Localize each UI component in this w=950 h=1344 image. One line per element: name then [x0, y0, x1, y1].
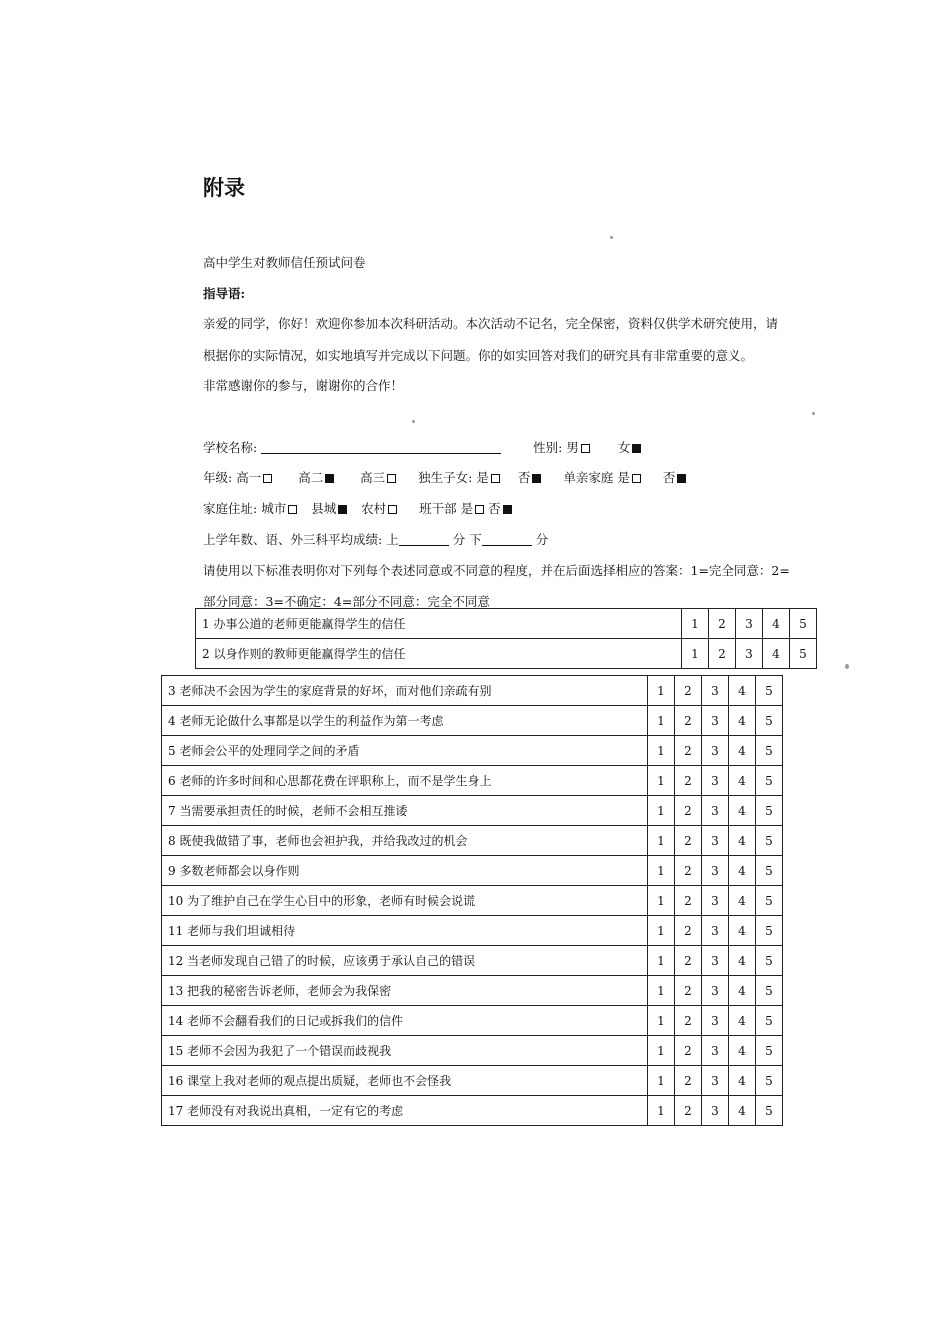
- rating-option-2[interactable]: 2: [675, 886, 702, 916]
- single-parent-label: 单亲家庭: [563, 470, 614, 485]
- rating-option-4[interactable]: 4: [729, 676, 756, 706]
- table-row: [162, 766, 783, 796]
- rating-option-4[interactable]: 4: [729, 1006, 756, 1036]
- rating-option-1[interactable]: 1: [648, 676, 675, 706]
- item-statement: 3 老师决不会因为学生的家庭背景的好坏，而对他们亲疏有别: [162, 676, 648, 706]
- rating-option-2[interactable]: 2: [675, 706, 702, 736]
- table-row: [162, 1096, 783, 1126]
- rating-option-3[interactable]: 3: [736, 639, 763, 669]
- rating-option-3[interactable]: 3: [702, 736, 729, 766]
- rating-option-1[interactable]: 1: [648, 976, 675, 1006]
- cadre-label: 班干部: [419, 501, 457, 516]
- rating-option-3[interactable]: 3: [702, 946, 729, 976]
- rating-option-5[interactable]: 5: [756, 1066, 783, 1096]
- intro-line-1: 亲爱的同学，你好！欢迎你参加本次科研活动。本次活动不记名，完全保密，资料仅供学术研究使用，请: [203, 316, 779, 331]
- rating-option-2[interactable]: 2: [675, 676, 702, 706]
- only-child-yes-checkbox[interactable]: [491, 474, 500, 483]
- rating-option-5[interactable]: 5: [756, 826, 783, 856]
- address-label: 家庭住址:: [203, 501, 258, 516]
- rating-option-5[interactable]: 5: [756, 886, 783, 916]
- cadre-no-checkbox[interactable]: [503, 505, 512, 514]
- item-statement: 8 既使我做错了事，老师也会袒护我，并给我改过的机会: [162, 826, 648, 856]
- item-statement: 4 老师无论做什么事都是以学生的利益作为第一考虑: [162, 706, 648, 736]
- rating-option-1[interactable]: 1: [648, 1096, 675, 1126]
- grade-label: 年级:: [203, 470, 233, 485]
- table-row: [162, 1066, 783, 1096]
- rating-option-1[interactable]: 1: [648, 826, 675, 856]
- rating-option-3[interactable]: 3: [702, 856, 729, 886]
- item-statement: 15 老师不会因为我犯了一个错误而歧视我: [162, 1036, 648, 1066]
- table-row: [162, 826, 783, 856]
- school-gender-row: [203, 438, 641, 456]
- rating-option-2[interactable]: 2: [675, 736, 702, 766]
- item-statement: 9 多数老师都会以身作则: [162, 856, 648, 886]
- upper-label: 上: [386, 532, 399, 547]
- lower-score-field[interactable]: [482, 545, 532, 546]
- rating-option-5[interactable]: 5: [756, 1006, 783, 1036]
- items-table-main: [161, 675, 783, 1126]
- village-label: 农村: [361, 501, 387, 516]
- female-label: 女: [617, 440, 631, 455]
- rating-option-4[interactable]: 4: [729, 886, 756, 916]
- rating-option-1[interactable]: 1: [682, 609, 709, 639]
- rating-option-5[interactable]: 5: [756, 946, 783, 976]
- city-label: 城市: [261, 501, 287, 516]
- rating-option-4[interactable]: 4: [763, 609, 790, 639]
- grade2-label: 高二: [298, 470, 324, 485]
- cadre-yes-checkbox[interactable]: [475, 505, 484, 514]
- rating-option-5[interactable]: 5: [756, 976, 783, 1006]
- only-child-no-label: 否: [517, 470, 531, 485]
- rating-option-2[interactable]: 2: [675, 1036, 702, 1066]
- rating-option-5[interactable]: 5: [756, 676, 783, 706]
- rating-option-4[interactable]: 4: [729, 1096, 756, 1126]
- rating-option-3[interactable]: 3: [736, 609, 763, 639]
- rating-option-4[interactable]: 4: [729, 766, 756, 796]
- rating-option-2[interactable]: 2: [709, 609, 736, 639]
- male-label: 男: [566, 440, 579, 455]
- rating-option-4[interactable]: 4: [729, 1036, 756, 1066]
- rating-option-3[interactable]: 3: [702, 976, 729, 1006]
- rating-option-3[interactable]: 3: [702, 676, 729, 706]
- rating-option-1[interactable]: 1: [648, 1006, 675, 1036]
- item-statement: 7 当需要承担责任的时候，老师不会相互推诿: [162, 796, 648, 826]
- rating-option-4[interactable]: 4: [729, 706, 756, 736]
- rating-option-3[interactable]: 3: [702, 916, 729, 946]
- item-statement: 5 老师会公平的处理同学之间的矛盾: [162, 736, 648, 766]
- rating-option-4[interactable]: 4: [729, 1066, 756, 1096]
- rating-option-4[interactable]: 4: [763, 639, 790, 669]
- school-label: 学校名称:: [203, 440, 258, 455]
- county-label: 县城: [311, 501, 337, 516]
- single-parent-no-checkbox[interactable]: [677, 474, 686, 483]
- item-statement: 11 老师与我们坦诚相待: [162, 916, 648, 946]
- rating-option-4[interactable]: 4: [729, 916, 756, 946]
- rating-option-1[interactable]: 1: [648, 706, 675, 736]
- instruction-line-1: 请使用以下标准表明你对下列每个表述同意或不同意的程度，并在后面选择相应的答案：1=完全同意：2=: [203, 563, 790, 578]
- rating-option-5[interactable]: 5: [790, 639, 817, 669]
- scan-speck: [610, 236, 613, 239]
- rating-option-1[interactable]: 1: [648, 1066, 675, 1096]
- rating-option-2[interactable]: 2: [675, 856, 702, 886]
- table-row: [162, 736, 783, 766]
- table-row: [162, 976, 783, 1006]
- male-checkbox[interactable]: [581, 444, 590, 453]
- rating-option-1[interactable]: 1: [648, 796, 675, 826]
- rating-option-2[interactable]: 2: [675, 916, 702, 946]
- rating-option-3[interactable]: 3: [702, 796, 729, 826]
- single-parent-yes-checkbox[interactable]: [632, 474, 641, 483]
- rating-option-5[interactable]: 5: [756, 796, 783, 826]
- village-checkbox[interactable]: [388, 505, 397, 514]
- rating-option-5[interactable]: 5: [756, 1096, 783, 1126]
- table-row: [162, 856, 783, 886]
- item-statement: 10 为了维护自己在学生心目中的形象，老师有时候会说谎: [162, 886, 648, 916]
- grade1-checkbox[interactable]: [263, 474, 272, 483]
- scan-speck: [412, 420, 415, 423]
- rating-option-1[interactable]: 1: [648, 946, 675, 976]
- only-child-no-checkbox[interactable]: [532, 474, 541, 483]
- instruction-line-2: 部分同意：3=不确定：4=部分不同意：完全不同意: [203, 594, 490, 609]
- rating-option-1[interactable]: 1: [648, 856, 675, 886]
- upper-fen-label: 分: [452, 532, 466, 547]
- table-row: [162, 886, 783, 916]
- rating-option-3[interactable]: 3: [702, 766, 729, 796]
- rating-option-3[interactable]: 3: [702, 826, 729, 856]
- rating-option-5[interactable]: 5: [756, 856, 783, 886]
- single-parent-no-label: 否: [662, 470, 676, 485]
- rating-option-2[interactable]: 2: [675, 796, 702, 826]
- grade3-label: 高三: [360, 470, 386, 485]
- rating-option-2[interactable]: 2: [675, 946, 702, 976]
- items-table-top: [195, 608, 817, 669]
- questionnaire-title: 高中学生对教师信任预试问卷: [203, 255, 366, 270]
- rating-option-4[interactable]: 4: [729, 796, 756, 826]
- rating-option-3[interactable]: 3: [702, 1036, 729, 1066]
- table-row: [196, 609, 817, 639]
- score-row: [203, 530, 548, 548]
- table-row: [196, 639, 817, 669]
- rating-option-3[interactable]: 3: [702, 886, 729, 916]
- grade2-checkbox[interactable]: [325, 474, 334, 483]
- only-child-yes-label: 是: [476, 470, 489, 485]
- rating-option-1[interactable]: 1: [682, 639, 709, 669]
- item-statement: 17 老师没有对我说出真相，一定有它的考虑: [162, 1096, 648, 1126]
- rating-option-5[interactable]: 5: [756, 916, 783, 946]
- rating-option-1[interactable]: 1: [648, 736, 675, 766]
- rating-option-3[interactable]: 3: [702, 1006, 729, 1036]
- rating-option-3[interactable]: 3: [702, 1066, 729, 1096]
- score-label: 上学年数、语、外三科平均成绩:: [203, 532, 383, 547]
- city-checkbox[interactable]: [288, 505, 297, 514]
- only-child-label: 独生子女:: [418, 470, 473, 485]
- rating-option-2[interactable]: 2: [675, 976, 702, 1006]
- rating-option-2[interactable]: 2: [675, 1066, 702, 1096]
- item-statement: 16 课堂上我对老师的观点提出质疑，老师也不会怪我: [162, 1066, 648, 1096]
- school-name-field[interactable]: [261, 453, 501, 454]
- county-checkbox[interactable]: [338, 505, 347, 514]
- rating-option-4[interactable]: 4: [729, 826, 756, 856]
- item-statement: 12 当老师发现自己错了的时候，应该勇于承认自己的错误: [162, 946, 648, 976]
- rating-option-5[interactable]: 5: [756, 736, 783, 766]
- rating-option-5[interactable]: 5: [756, 766, 783, 796]
- rating-option-2[interactable]: 2: [675, 1096, 702, 1126]
- rating-option-1[interactable]: 1: [648, 766, 675, 796]
- rating-option-5[interactable]: 5: [790, 609, 817, 639]
- page-heading: 附录: [203, 175, 245, 200]
- rating-option-5[interactable]: 5: [756, 1036, 783, 1066]
- female-checkbox[interactable]: [632, 444, 641, 453]
- item-statement: 6 老师的许多时间和心思都花费在评职称上，而不是学生身上: [162, 766, 648, 796]
- gender-label: 性别:: [533, 440, 563, 455]
- cadre-yes-label: 是: [460, 501, 474, 516]
- rating-option-2[interactable]: 2: [675, 826, 702, 856]
- table-row: [162, 1006, 783, 1036]
- table-row: [162, 676, 783, 706]
- lower-label: 下: [469, 532, 482, 547]
- grade1-label: 高一: [236, 470, 262, 485]
- single-parent-yes-label: 是: [617, 470, 630, 485]
- guide-label: 指导语:: [203, 286, 246, 301]
- lower-fen-label: 分: [535, 532, 549, 547]
- rating-option-2[interactable]: 2: [675, 766, 702, 796]
- rating-option-3[interactable]: 3: [702, 706, 729, 736]
- cadre-no-label: 否: [488, 501, 501, 516]
- rating-option-1[interactable]: 1: [648, 1036, 675, 1066]
- rating-option-1[interactable]: 1: [648, 916, 675, 946]
- item-statement: 13 把我的秘密告诉老师，老师会为我保密: [162, 976, 648, 1006]
- item-statement: 2 以身作则的教师更能赢得学生的信任: [196, 639, 682, 669]
- address-row: [203, 499, 512, 517]
- grade-row: [203, 468, 686, 486]
- table-row: [162, 796, 783, 826]
- grade3-checkbox[interactable]: [387, 474, 396, 483]
- table-row: [162, 1036, 783, 1066]
- table-row: [162, 946, 783, 976]
- rating-option-4[interactable]: 4: [729, 946, 756, 976]
- rating-option-5[interactable]: 5: [756, 706, 783, 736]
- scan-speck: [812, 412, 815, 415]
- item-statement: 1 办事公道的老师更能赢得学生的信任: [196, 609, 682, 639]
- intro-line-3: 非常感谢你的参与，谢谢你的合作！: [203, 378, 404, 393]
- rating-option-2[interactable]: 2: [709, 639, 736, 669]
- table-row: [162, 916, 783, 946]
- rating-option-2[interactable]: 2: [675, 1006, 702, 1036]
- rating-option-3[interactable]: 3: [702, 1096, 729, 1126]
- item-statement: 14 老师不会翻看我们的日记或拆我们的信件: [162, 1006, 648, 1036]
- table-row: [162, 706, 783, 736]
- scan-speck: [845, 664, 849, 669]
- rating-option-4[interactable]: 4: [729, 856, 756, 886]
- intro-line-2: 根据你的实际情况，如实地填写并完成以下问题。你的如实回答对我们的研究具有非常重要的意义。: [203, 348, 754, 363]
- rating-option-4[interactable]: 4: [729, 736, 756, 766]
- upper-score-field[interactable]: [399, 545, 449, 546]
- rating-option-4[interactable]: 4: [729, 976, 756, 1006]
- rating-option-1[interactable]: 1: [648, 886, 675, 916]
